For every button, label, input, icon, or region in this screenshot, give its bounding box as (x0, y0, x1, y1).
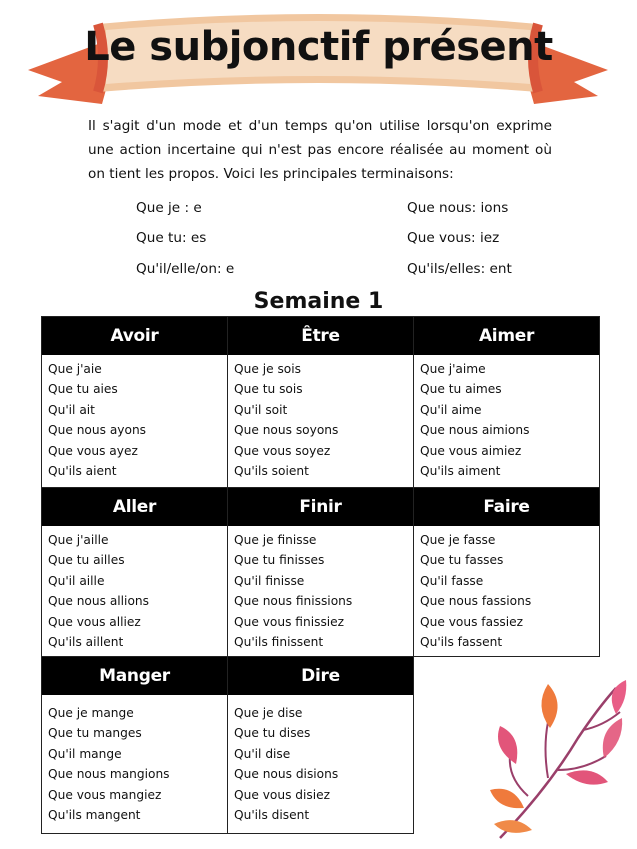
conjugation-line: Que j'aime (420, 362, 486, 376)
conjugation-line: Que tu sois (234, 382, 303, 397)
ending-tu: Que tu: es (136, 230, 207, 246)
conjugation-list (42, 695, 227, 825)
verb-name: Être (228, 317, 413, 355)
conjugation-line: Qu'ils disent (234, 808, 310, 823)
conjugation-line: Que nous soyons (234, 423, 339, 438)
conjugation-line: Que tu ailles (48, 553, 125, 568)
verb-name: Dire (228, 657, 413, 695)
conjugation-line: Qu'ils mangent (48, 808, 141, 823)
conjugation-list (42, 526, 227, 652)
conjugation-list (228, 526, 413, 652)
conjugation-line: Que vous soyez (234, 443, 331, 458)
ending-vous: Que vous: iez (407, 230, 500, 246)
conjugation-line: Que vous finissiez (234, 614, 345, 629)
conjugation-line: Que nous aimions (420, 423, 530, 438)
verb-card (41, 656, 228, 834)
conjugation-line: Que vous fassiez (420, 614, 524, 629)
conjugation-line: Que vous disiez (234, 787, 331, 802)
verb-name: Aimer (414, 317, 599, 355)
conjugation-line: Qu'il finisse (234, 573, 305, 588)
conjugation-line: Que tu dises (234, 726, 311, 741)
conjugation-line: Qu'il fasse (420, 573, 484, 588)
ending-nous: Que nous: ions (407, 200, 509, 216)
conjugation-line: Qu'il ait (48, 402, 95, 417)
leaf-branch-icon (488, 678, 628, 843)
conjugation-line: Que tu fasses (420, 553, 504, 568)
verb-name: Manger (42, 657, 227, 695)
conjugation-line: Que j'aie (48, 362, 102, 376)
ending-je: Que je : e (136, 200, 202, 216)
conjugation-list (228, 355, 413, 481)
verb-card (41, 316, 228, 488)
verb-card (413, 487, 600, 657)
conjugation-line: Qu'ils finissent (234, 635, 324, 650)
conjugation-line: Qu'il aille (48, 573, 105, 588)
conjugation-line: Que je finisse (234, 533, 317, 547)
conjugation-list (228, 695, 413, 825)
verb-card (227, 656, 414, 834)
conjugation-line: Qu'il mange (48, 746, 122, 761)
conjugation-line: Que tu manges (48, 726, 142, 741)
conjugation-list (414, 526, 599, 652)
conjugation-line: Qu'ils aiment (420, 464, 501, 479)
verb-name: Avoir (42, 317, 227, 355)
verb-name: Finir (228, 488, 413, 526)
conjugation-line: Qu'ils aillent (48, 635, 124, 650)
conjugation-line: Que je dise (234, 706, 303, 720)
verb-name: Aller (42, 488, 227, 526)
conjugation-line: Que tu aimes (420, 382, 502, 397)
conjugation-line: Que tu finisses (234, 553, 325, 568)
conjugation-line: Que je fasse (420, 533, 496, 547)
conjugation-line: Que nous finissions (234, 594, 353, 609)
conjugation-line: Qu'il dise (234, 746, 291, 761)
conjugation-line: Que je sois (234, 362, 301, 376)
week-label: Semaine 1 (253, 289, 384, 314)
conjugation-line: Que nous ayons (48, 423, 147, 438)
conjugation-line: Qu'il soit (234, 402, 288, 417)
conjugation-line: Que nous allions (48, 594, 149, 609)
conjugation-line: Que nous mangions (48, 767, 170, 782)
conjugation-line: Que vous mangiez (48, 787, 162, 802)
verb-card (413, 316, 600, 488)
conjugation-line: Que nous disions (234, 767, 339, 782)
ending-ils: Qu'ils/elles: ent (407, 261, 512, 277)
conjugation-line: Que vous aimiez (420, 443, 522, 458)
conjugation-line: Que je mange (48, 706, 134, 720)
conjugation-line: Qu'il aime (420, 402, 482, 417)
conjugation-line: Que vous ayez (48, 443, 138, 458)
ending-il: Qu'il/elle/on: e (136, 261, 235, 277)
conjugation-line: Qu'ils aient (48, 464, 117, 479)
conjugation-line: Que vous alliez (48, 614, 141, 629)
verb-card (227, 487, 414, 657)
conjugation-list (414, 355, 599, 481)
conjugation-list (42, 355, 227, 481)
verb-name: Faire (414, 488, 599, 526)
verb-card (41, 487, 228, 657)
conjugation-line: Que j'aille (48, 533, 109, 547)
conjugation-line: Que nous fassions (420, 594, 532, 609)
conjugation-line: Que tu aies (48, 382, 118, 397)
conjugation-line: Qu'ils fassent (420, 635, 503, 650)
verb-card (227, 316, 414, 488)
conjugation-line: Qu'ils soient (234, 464, 309, 479)
intro-paragraph: Il s'agit d'un mode et d'un temps qu'on utilise lorsqu'on exprime une action incertaine qui n'est pas encore réalisée au moment où on tient les propos. Voici les principales terminaisons: (88, 118, 552, 182)
page-title: Le subjonctif présent (84, 24, 553, 70)
